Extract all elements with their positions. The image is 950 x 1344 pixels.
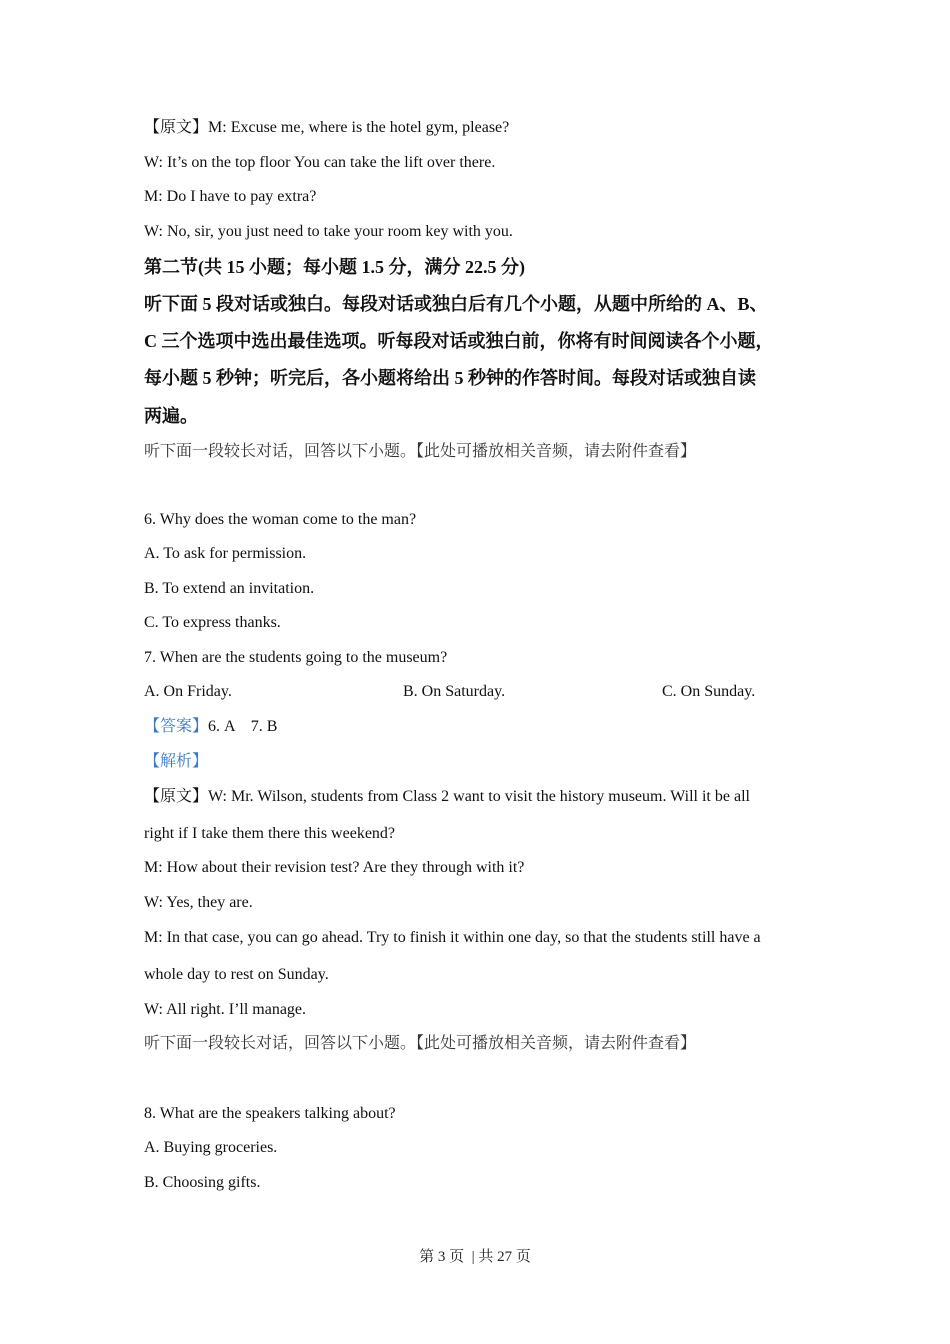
question-7: 7. When are the students going to the museum?: [144, 649, 448, 666]
instruction-line: 每小题 5 秒钟；听完后，各小题将给出 5 秒钟的作答时间。每段对话或独自读: [144, 368, 756, 388]
transcript-line: [144, 787, 750, 807]
option-6b: B. To extend an invitation.: [144, 580, 315, 597]
transcript-text: M: Excuse me, where is the hotel gym, please?: [208, 119, 510, 136]
transcript-line: M: How about their revision test? Are they through with it?: [144, 859, 525, 876]
instruction-line: 听下面 5 段对话或独白。每段对话或独白后有几个小题，从题中所给的 A、B、: [144, 294, 768, 314]
question-6: 6. Why does the woman come to the man?: [144, 511, 417, 528]
page-footer: 第 3 页 | 共 27 页: [419, 1249, 531, 1265]
analysis-label: 【解析】: [144, 753, 209, 770]
section-title: 第二节(共 15 小题；每小题 1.5 分，满分 22.5 分): [144, 257, 525, 277]
transcript-line: W: It’s on the top floor You can take the lift over there.: [144, 154, 496, 171]
transcript-text: W: Mr. Wilson, students from Class 2 want to visit the history museum. Will it be all: [208, 788, 750, 805]
answer-value: 6. A 7. B: [208, 718, 278, 735]
option-6c: C. To express thanks.: [144, 614, 281, 631]
option-7c: C. On Sunday.: [662, 683, 756, 700]
transcript-line: W: All right. I’ll manage.: [144, 1001, 307, 1018]
option-6a: A. To ask for permission.: [144, 545, 307, 562]
answer-line: [144, 717, 277, 737]
listen-prompt: 听下面一段较长对话，回答以下小题。【此处可播放相关音频，请去附件查看】: [144, 1035, 697, 1052]
question-8: 8. What are the speakers talking about?: [144, 1105, 396, 1122]
option-8b: B. Choosing gifts.: [144, 1174, 261, 1191]
transcript-line: W: Yes, they are.: [144, 894, 253, 911]
transcript-line: [144, 118, 509, 138]
transcript-line: M: Do I have to pay extra?: [144, 188, 317, 205]
transcript-label: 【原文】: [144, 788, 209, 805]
option-7b: B. On Saturday.: [403, 683, 506, 700]
listen-prompt: 听下面一段较长对话，回答以下小题。【此处可播放相关音频，请去附件查看】: [144, 443, 697, 460]
answer-label: 【答案】: [144, 718, 209, 735]
transcript-line: W: No, sir, you just need to take your room key with you.: [144, 223, 513, 240]
option-8a: A. Buying groceries.: [144, 1139, 278, 1156]
transcript-line: M: In that case, you can go ahead. Try to finish it within one day, so that the students still have a: [144, 929, 761, 946]
instruction-line: C 三个选项中选出最佳选项。听每段对话或独白前，你将有时间阅读各个小题，: [144, 331, 774, 351]
transcript-label: 【原文】: [144, 119, 209, 136]
transcript-line: right if I take them there this weekend?: [144, 825, 396, 842]
option-7a: A. On Friday.: [144, 683, 232, 700]
instruction-line: 两遍。: [144, 406, 198, 426]
transcript-line: whole day to rest on Sunday.: [144, 966, 329, 983]
